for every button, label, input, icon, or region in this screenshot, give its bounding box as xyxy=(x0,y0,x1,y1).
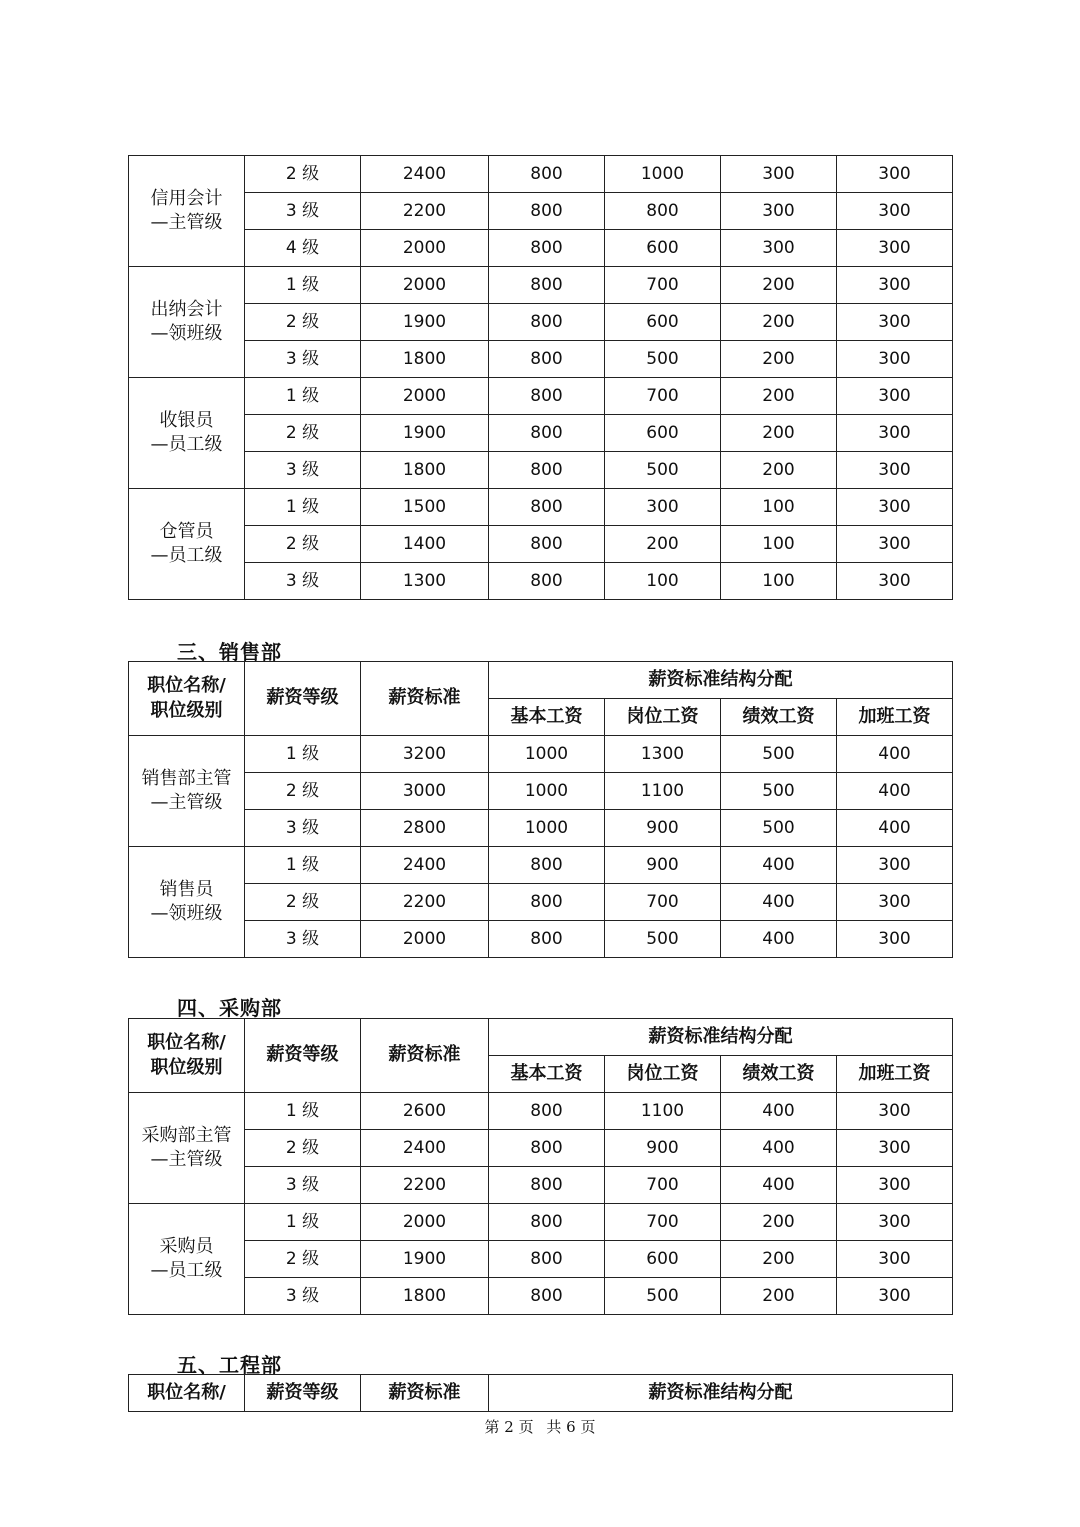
table-cell: 300 xyxy=(837,1241,953,1278)
table-cell: 1 级 xyxy=(245,489,361,526)
table-cell: 300 xyxy=(837,1130,953,1167)
position-cell xyxy=(129,378,245,489)
table-cell: 300 xyxy=(837,884,953,921)
table-row xyxy=(129,1093,953,1130)
header-position xyxy=(129,662,245,736)
table-cell: 800 xyxy=(489,1167,605,1204)
table-cell: 800 xyxy=(489,1204,605,1241)
table-row xyxy=(129,1241,953,1278)
table-row xyxy=(129,847,953,884)
cell-line: 收银员 xyxy=(159,409,214,431)
table-cell: 1900 xyxy=(361,1241,489,1278)
table-cell: 400 xyxy=(721,847,837,884)
table-cell: 200 xyxy=(721,1241,837,1278)
table-cell: 300 xyxy=(837,341,953,378)
table-cell: 200 xyxy=(721,1278,837,1315)
table-cell: 400 xyxy=(721,1093,837,1130)
table-cell: 100 xyxy=(605,563,721,600)
table-cell: 200 xyxy=(721,341,837,378)
table-cell: 600 xyxy=(605,304,721,341)
header-position xyxy=(129,1019,245,1093)
header-sub: 加班工资 xyxy=(837,699,953,736)
header-sub: 绩效工资 xyxy=(721,1056,837,1093)
header-standard: 薪资标准 xyxy=(361,1375,489,1412)
table-cell: 700 xyxy=(605,1204,721,1241)
table-cell: 1000 xyxy=(489,736,605,773)
table-cell: 200 xyxy=(605,526,721,563)
table-cell: 3 级 xyxy=(245,921,361,958)
table-cell: 3 级 xyxy=(245,1167,361,1204)
cell-line: —主管级 xyxy=(150,1149,223,1170)
table-cell: 300 xyxy=(605,489,721,526)
table-cell: 800 xyxy=(489,1241,605,1278)
table-cell: 200 xyxy=(721,415,837,452)
header-sub: 岗位工资 xyxy=(605,1056,721,1093)
table-cell: 900 xyxy=(605,847,721,884)
table-cell: 1 级 xyxy=(245,378,361,415)
table-cell: 400 xyxy=(721,1130,837,1167)
page-number: 第 2 页 xyxy=(484,1418,534,1436)
table-cell: 2 级 xyxy=(245,1130,361,1167)
position-cell xyxy=(129,847,245,958)
table-cell: 2800 xyxy=(361,810,489,847)
cell-line: 销售员 xyxy=(159,878,214,900)
table-cell: 2400 xyxy=(361,847,489,884)
header-sub: 加班工资 xyxy=(837,1056,953,1093)
table-cell: 100 xyxy=(721,526,837,563)
table-cell: 300 xyxy=(837,452,953,489)
table-cell: 800 xyxy=(489,304,605,341)
table-cell: 3 级 xyxy=(245,563,361,600)
table-cell: 1400 xyxy=(361,526,489,563)
table-cell: 800 xyxy=(489,526,605,563)
section-title-engineering: 五、工程部 xyxy=(177,1353,282,1377)
table-cell: 2200 xyxy=(361,884,489,921)
table-cell: 700 xyxy=(605,267,721,304)
table-cell: 2 级 xyxy=(245,884,361,921)
table-cell: 1100 xyxy=(605,1093,721,1130)
table-row xyxy=(129,884,953,921)
table-cell: 300 xyxy=(837,847,953,884)
table-cell: 300 xyxy=(837,1167,953,1204)
table-cell: 700 xyxy=(605,378,721,415)
table-row xyxy=(129,489,953,526)
table-cell: 500 xyxy=(605,1278,721,1315)
table-cell: 300 xyxy=(837,415,953,452)
table-cell: 2 级 xyxy=(245,773,361,810)
table-cell: 2 级 xyxy=(245,526,361,563)
cell-line: 职位级别 xyxy=(150,1056,223,1078)
table-cell: 900 xyxy=(605,810,721,847)
table-cell: 1000 xyxy=(489,810,605,847)
table-cell: 300 xyxy=(837,1204,953,1241)
table-cell: 1800 xyxy=(361,452,489,489)
table-cell: 1000 xyxy=(605,156,721,193)
table-cell: 800 xyxy=(489,847,605,884)
cell-line: —主管级 xyxy=(150,792,223,813)
position-cell xyxy=(129,1093,245,1204)
table-cell: 800 xyxy=(489,341,605,378)
table-cell: 700 xyxy=(605,884,721,921)
table-cell: 2000 xyxy=(361,921,489,958)
cell-line: 信用会计 xyxy=(150,187,223,209)
table-cell: 200 xyxy=(721,267,837,304)
section-title-purchasing: 四、采购部 xyxy=(177,996,282,1020)
table-cell: 200 xyxy=(721,304,837,341)
header-sub: 岗位工资 xyxy=(605,699,721,736)
table-cell: 1300 xyxy=(605,736,721,773)
header-structure: 薪资标准结构分配 xyxy=(489,1375,953,1412)
table-cell: 800 xyxy=(489,193,605,230)
table-header-row xyxy=(129,1375,953,1412)
table-cell: 600 xyxy=(605,230,721,267)
page-total: 共 6 页 xyxy=(546,1418,596,1436)
table-cell: 3000 xyxy=(361,773,489,810)
table-cell: 400 xyxy=(721,1167,837,1204)
table-cell: 900 xyxy=(605,1130,721,1167)
table-cell: 800 xyxy=(489,921,605,958)
header-standard: 薪资标准 xyxy=(361,1019,489,1093)
salary-table-sales xyxy=(128,661,953,958)
table-cell: 300 xyxy=(837,267,953,304)
table-cell: 3 级 xyxy=(245,193,361,230)
table-cell: 800 xyxy=(489,378,605,415)
table-cell: 2600 xyxy=(361,1093,489,1130)
position-cell xyxy=(129,267,245,378)
table-cell: 400 xyxy=(721,884,837,921)
table-cell: 500 xyxy=(721,736,837,773)
table-cell: 200 xyxy=(721,378,837,415)
table-cell: 2 级 xyxy=(245,156,361,193)
cell-line: 职位名称/ xyxy=(147,1032,226,1054)
table-cell: 100 xyxy=(721,563,837,600)
table-row xyxy=(129,341,953,378)
cell-line: 仓管员 xyxy=(159,520,214,542)
table-cell: 300 xyxy=(837,921,953,958)
table-cell: 1 级 xyxy=(245,736,361,773)
header-standard: 薪资标准 xyxy=(361,662,489,736)
table-cell: 2000 xyxy=(361,230,489,267)
position-cell xyxy=(129,736,245,847)
header-sub: 基本工资 xyxy=(489,1056,605,1093)
table-row xyxy=(129,304,953,341)
table-cell: 2 级 xyxy=(245,304,361,341)
table-cell: 200 xyxy=(721,1204,837,1241)
header-sub: 绩效工资 xyxy=(721,699,837,736)
table-row xyxy=(129,378,953,415)
cell-line: —员工级 xyxy=(150,1260,223,1281)
table-row xyxy=(129,563,953,600)
table-row xyxy=(129,810,953,847)
table-cell: 700 xyxy=(605,1167,721,1204)
table-cell: 500 xyxy=(605,341,721,378)
header-grade: 薪资等级 xyxy=(245,1375,361,1412)
header-sub: 基本工资 xyxy=(489,699,605,736)
table-cell: 500 xyxy=(605,452,721,489)
position-cell xyxy=(129,156,245,267)
table-row xyxy=(129,736,953,773)
table-row xyxy=(129,193,953,230)
table-cell: 1300 xyxy=(361,563,489,600)
table-row xyxy=(129,1204,953,1241)
cell-line: 销售部主管 xyxy=(141,767,232,789)
position-cell xyxy=(129,489,245,600)
table-cell: 1800 xyxy=(361,341,489,378)
table-cell: 1800 xyxy=(361,1278,489,1315)
table-cell: 3 级 xyxy=(245,810,361,847)
table-cell: 2200 xyxy=(361,193,489,230)
header-structure: 薪资标准结构分配 xyxy=(489,1019,953,1056)
table-row xyxy=(129,156,953,193)
header-grade: 薪资等级 xyxy=(245,662,361,736)
table-cell: 1500 xyxy=(361,489,489,526)
header-grade: 薪资等级 xyxy=(245,1019,361,1093)
salary-table-finance-continued xyxy=(128,155,953,600)
table-row xyxy=(129,1130,953,1167)
table-cell: 1900 xyxy=(361,304,489,341)
salary-table-purchasing xyxy=(128,1018,953,1315)
table-cell: 800 xyxy=(489,884,605,921)
table-row xyxy=(129,452,953,489)
table-cell: 800 xyxy=(489,156,605,193)
table-row xyxy=(129,921,953,958)
table-row xyxy=(129,1167,953,1204)
table-cell: 300 xyxy=(837,378,953,415)
table-cell: 500 xyxy=(721,773,837,810)
table-cell: 1 级 xyxy=(245,1204,361,1241)
header-position: 职位名称/ xyxy=(129,1375,245,1412)
table-cell: 2400 xyxy=(361,1130,489,1167)
salary-table-engineering-header xyxy=(128,1374,953,1412)
table-cell: 2200 xyxy=(361,1167,489,1204)
table-cell: 800 xyxy=(489,452,605,489)
table-cell: 800 xyxy=(489,489,605,526)
table-cell: 300 xyxy=(837,1093,953,1130)
table-cell: 100 xyxy=(721,489,837,526)
table-cell: 800 xyxy=(605,193,721,230)
cell-line: 采购部主管 xyxy=(141,1124,232,1146)
table-cell: 1900 xyxy=(361,415,489,452)
table-cell: 300 xyxy=(721,156,837,193)
cell-line: 职位级别 xyxy=(150,699,223,721)
table-row xyxy=(129,773,953,810)
table-cell: 800 xyxy=(489,1278,605,1315)
table-cell: 3200 xyxy=(361,736,489,773)
table-cell: 4 级 xyxy=(245,230,361,267)
table-cell: 2000 xyxy=(361,378,489,415)
table-cell: 400 xyxy=(837,773,953,810)
table-row xyxy=(129,267,953,304)
table-cell: 500 xyxy=(605,921,721,958)
table-cell: 3 级 xyxy=(245,452,361,489)
cell-line: —员工级 xyxy=(150,545,223,566)
table-row xyxy=(129,415,953,452)
cell-line: —领班级 xyxy=(150,903,223,924)
table-cell: 600 xyxy=(605,1241,721,1278)
table-cell: 2400 xyxy=(361,156,489,193)
table-cell: 800 xyxy=(489,563,605,600)
table-cell: 300 xyxy=(837,1278,953,1315)
table-cell: 200 xyxy=(721,452,837,489)
table-cell: 3 级 xyxy=(245,341,361,378)
cell-line: —主管级 xyxy=(150,212,223,233)
table-cell: 300 xyxy=(721,230,837,267)
table-cell: 800 xyxy=(489,1093,605,1130)
table-cell: 300 xyxy=(837,304,953,341)
table-cell: 600 xyxy=(605,415,721,452)
table-header-row xyxy=(129,1019,953,1056)
table-cell: 2000 xyxy=(361,267,489,304)
table-cell: 800 xyxy=(489,230,605,267)
table-cell: 300 xyxy=(837,526,953,563)
cell-line: 出纳会计 xyxy=(150,298,223,320)
table-cell: 800 xyxy=(489,267,605,304)
table-cell: 300 xyxy=(721,193,837,230)
table-cell: 1 级 xyxy=(245,1093,361,1130)
table-cell: 3 级 xyxy=(245,1278,361,1315)
table-cell: 300 xyxy=(837,230,953,267)
table-cell: 2 级 xyxy=(245,415,361,452)
cell-line: —员工级 xyxy=(150,434,223,455)
table-cell: 400 xyxy=(837,736,953,773)
table-cell: 300 xyxy=(837,489,953,526)
page-footer xyxy=(0,1416,1080,1437)
table-cell: 1000 xyxy=(489,773,605,810)
table-cell: 400 xyxy=(721,921,837,958)
table-cell: 2000 xyxy=(361,1204,489,1241)
position-cell xyxy=(129,1204,245,1315)
table-row xyxy=(129,1278,953,1315)
cell-line: 职位名称/ xyxy=(147,675,226,697)
table-cell: 2 级 xyxy=(245,1241,361,1278)
table-cell: 300 xyxy=(837,156,953,193)
table-cell: 1 级 xyxy=(245,847,361,884)
table-row xyxy=(129,230,953,267)
table-cell: 300 xyxy=(837,563,953,600)
table-cell: 400 xyxy=(837,810,953,847)
table-row xyxy=(129,526,953,563)
table-header-row xyxy=(129,662,953,699)
table-cell: 1100 xyxy=(605,773,721,810)
cell-line: —领班级 xyxy=(150,323,223,344)
section-title-sales: 三、销售部 xyxy=(177,640,282,664)
table-cell: 1 级 xyxy=(245,267,361,304)
header-structure: 薪资标准结构分配 xyxy=(489,662,953,699)
table-cell: 800 xyxy=(489,415,605,452)
table-cell: 800 xyxy=(489,1130,605,1167)
cell-line: 采购员 xyxy=(159,1235,214,1257)
table-cell: 500 xyxy=(721,810,837,847)
table-cell: 300 xyxy=(837,193,953,230)
